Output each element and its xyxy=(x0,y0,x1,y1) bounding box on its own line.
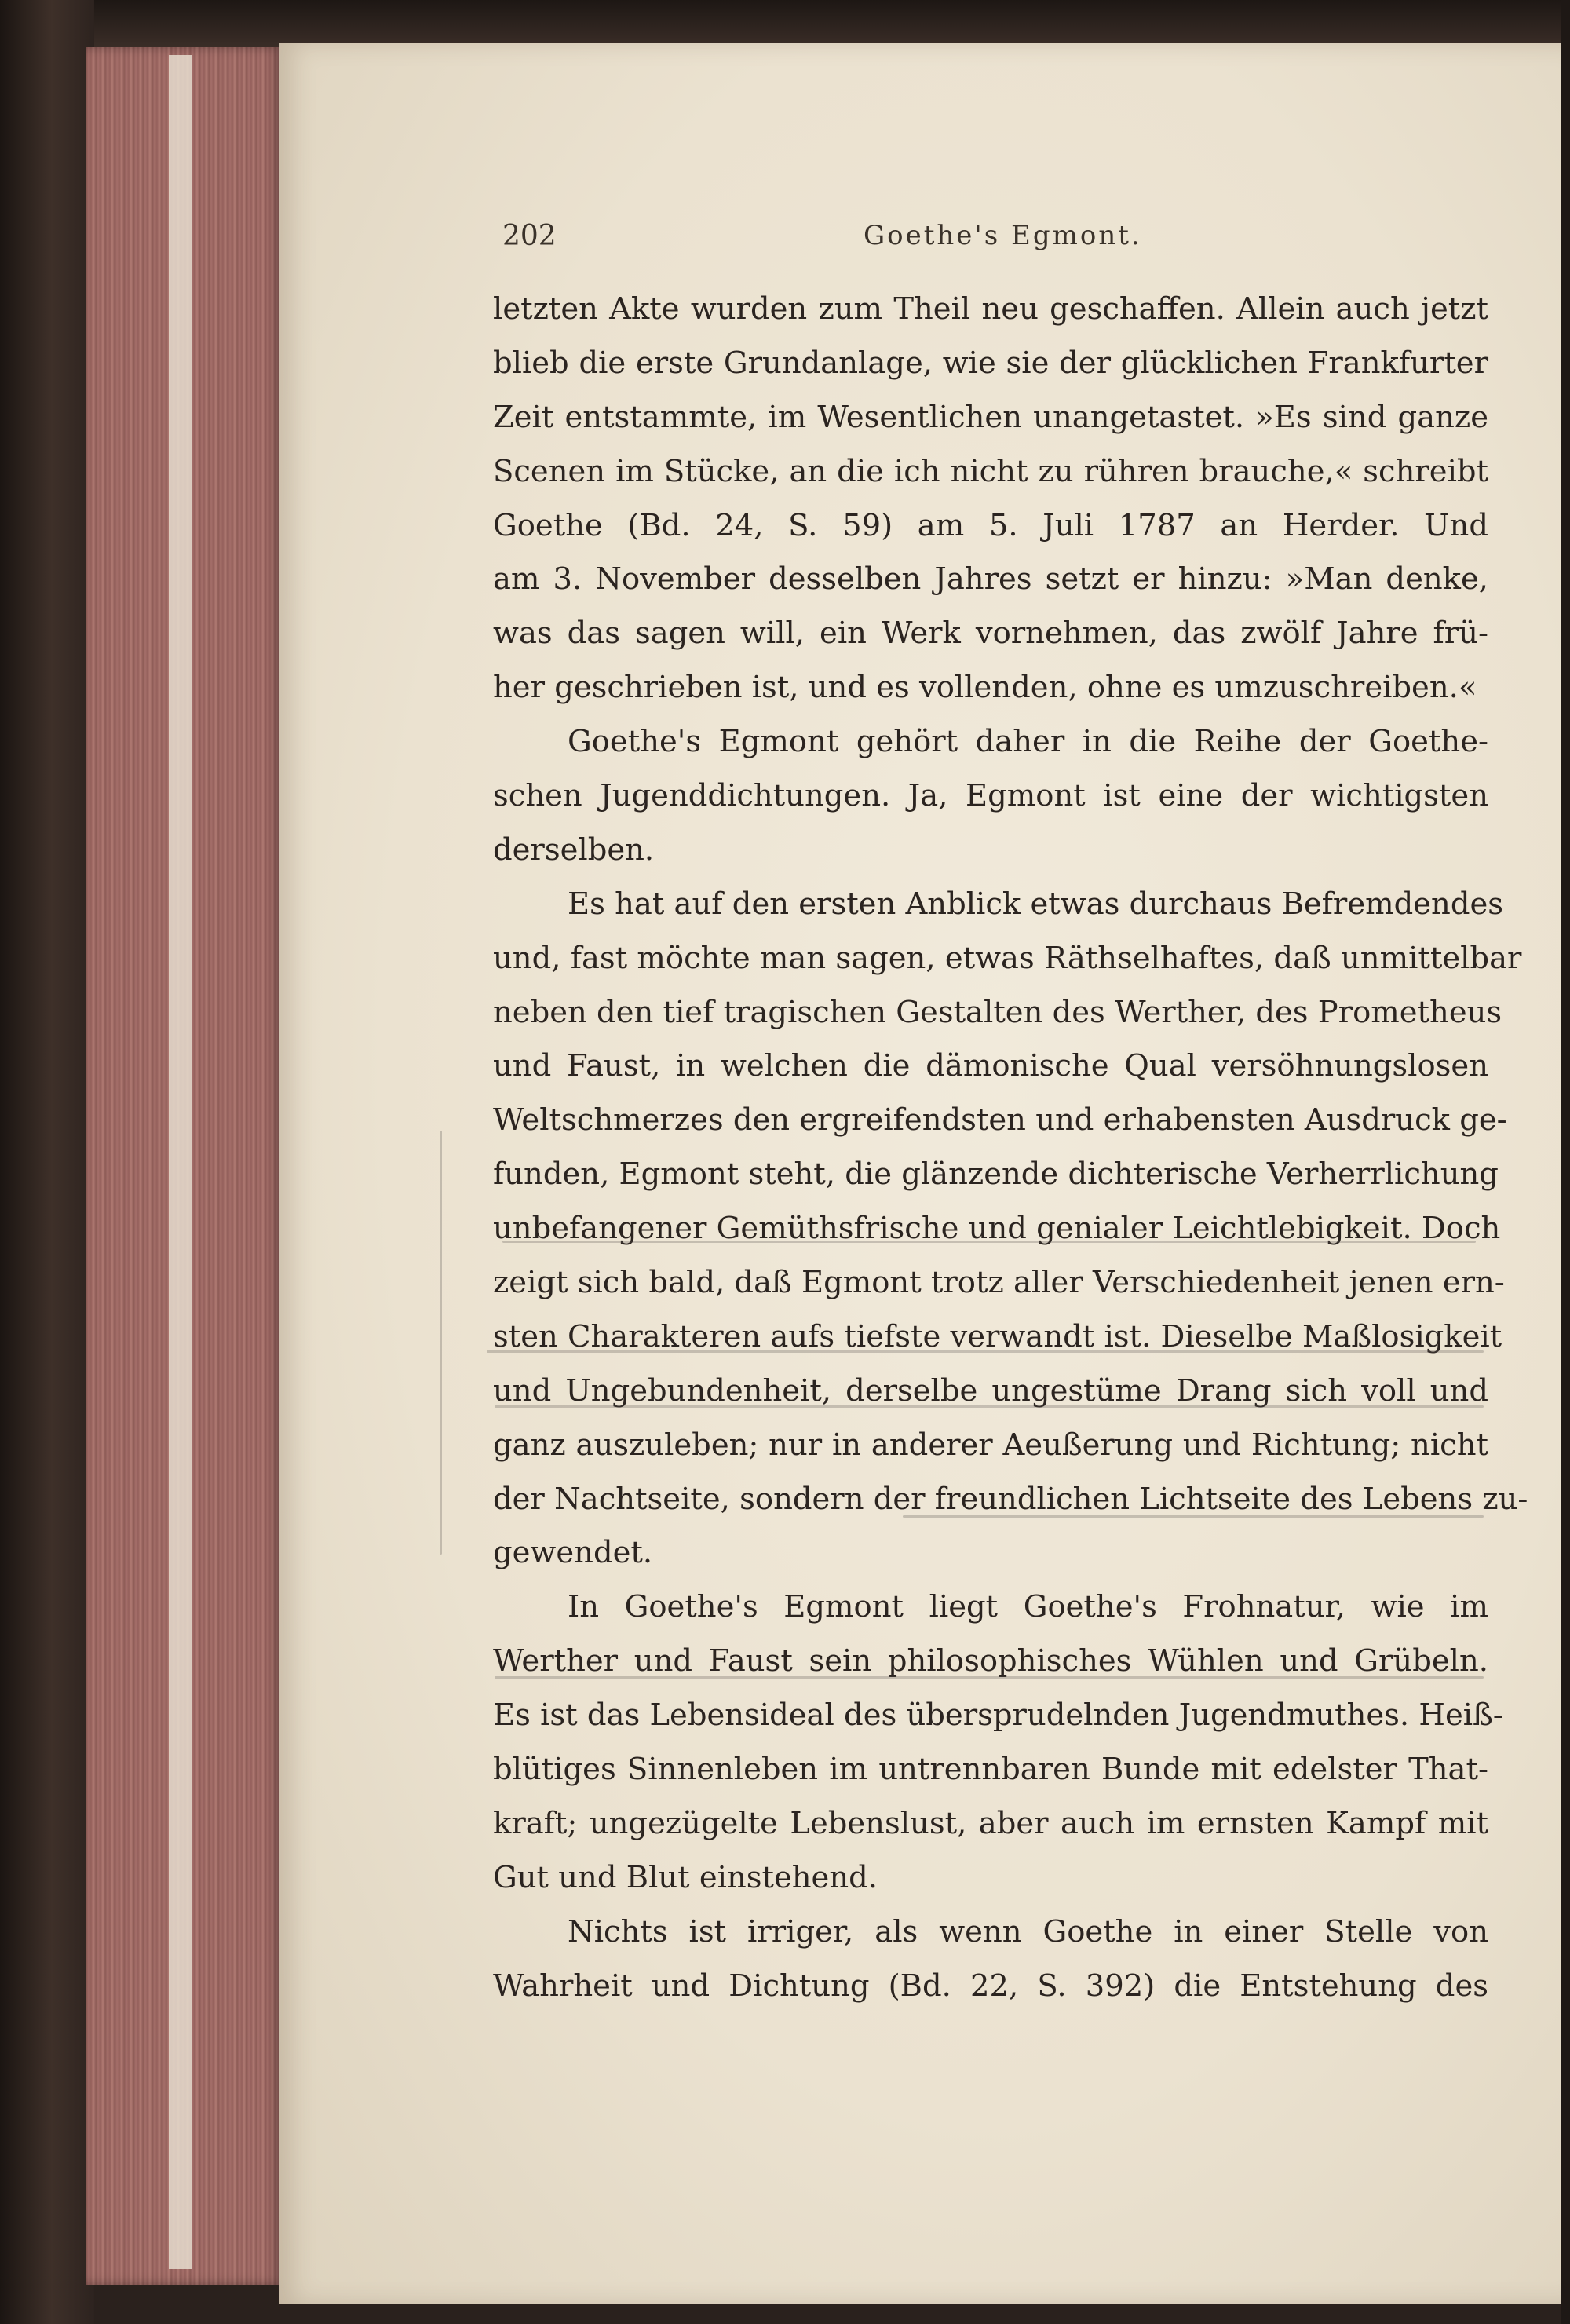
text-line: Goethe's Egmont gehört daher in die Reihe der Goethe- xyxy=(568,724,1488,760)
text-line: Wahrheit und Dichtung (Bd. 22, S. 392) die Entstehung des xyxy=(493,1968,1488,2004)
text-line: Nichts ist irriger, als wenn Goethe in einer Stelle von xyxy=(568,1913,1488,1949)
text-line: am 3. November desselben Jahres setzt er hinzu: »Man denke, xyxy=(493,561,1488,597)
text-line: Weltschmerzes den ergreifendsten und erhabensten Ausdruck ge- xyxy=(493,1102,1507,1138)
text-line: her geschrieben ist, und es vollenden, ohne es umzuschreiben.« xyxy=(493,670,1477,706)
text-line: blütiges Sinnenleben im untrennbaren Bunde mit edelster That- xyxy=(493,1752,1488,1788)
text-line: unbefangener Gemüthsfrische und genialer Leichtlebigkeit. Doch xyxy=(493,1211,1501,1247)
text-line: zeigt sich bald, daß Egmont trotz aller Verschiedenheit jenen ern- xyxy=(493,1265,1505,1301)
text-line: funden, Egmont steht, die glänzende dichterische Verherrlichung xyxy=(493,1157,1499,1193)
text-line: blieb die erste Grundanlage, wie sie der glücklichen Frankfurter xyxy=(493,345,1488,381)
book-top-edge xyxy=(0,0,1570,47)
text-line: gewendet. xyxy=(493,1535,653,1571)
pencil-margin-mark xyxy=(440,1131,442,1555)
text-line: Zeit entstammte, im Wesentlichen unangetastet. »Es sind ganze xyxy=(493,399,1488,435)
pencil-underline xyxy=(487,1350,1484,1353)
text-line: schen Jugenddichtungen. Ja, Egmont ist eine der wichtigsten xyxy=(493,778,1488,814)
text-line: Goethe (Bd. 24, S. 59) am 5. Juli 1787 an Herder. Und xyxy=(493,507,1488,543)
text-line: neben den tief tragischen Gestalten des Werther, des Prometheus xyxy=(493,994,1502,1030)
text-line: In Goethe's Egmont liegt Goethe's Frohnatur, wie im xyxy=(568,1589,1488,1625)
page-stack-highlight xyxy=(169,55,192,2269)
pencil-underline xyxy=(903,1515,1484,1518)
text-line: derselben. xyxy=(493,831,655,868)
pencil-underline xyxy=(495,1405,1484,1408)
text-line: letzten Akte wurden zum Theil neu geschaffen. Allein auch jetzt xyxy=(493,291,1488,327)
text-line: Es ist das Lebensideal des übersprudelnden Jugendmuthes. Heiß- xyxy=(493,1697,1503,1734)
pencil-underline xyxy=(502,1241,1476,1243)
pencil-underline xyxy=(495,1676,1484,1679)
body-text xyxy=(493,283,1528,2014)
text-line: ganz auszuleben; nur in anderer Aeußerung und Richtung; nicht xyxy=(493,1427,1488,1463)
text-line: und Faust, in welchen die dämonische Qual versöhnungslosen xyxy=(493,1048,1488,1084)
book-right-edge xyxy=(1561,0,1570,2324)
text-line: Es hat auf den ersten Anblick etwas durchaus Befremdendes xyxy=(568,886,1504,922)
text-line: und, fast möchte man sagen, etwas Räthselhaftes, daß unmittelbar xyxy=(493,940,1522,976)
page-number: 202 xyxy=(502,220,557,252)
text-line: und Ungebundenheit, derselbe ungestüme Drang sich voll und xyxy=(493,1372,1488,1409)
text-line: sten Charakteren aufs tiefste verwandt ist. Dieselbe Maßlosigkeit xyxy=(493,1318,1502,1354)
text-line: Gut und Blut einstehend. xyxy=(493,1859,878,1895)
running-title: Goethe's Egmont. xyxy=(864,220,1142,251)
text-line: was das sagen will, ein Werk vornehmen, das zwölf Jahre frü- xyxy=(493,616,1488,652)
book-cover-edge xyxy=(0,0,94,2324)
text-line: Werther und Faust sein philosophisches Wühlen und Grübeln. xyxy=(493,1643,1488,1679)
text-line: der Nachtseite, sondern der freundlichen Lichtseite des Lebens zu- xyxy=(493,1481,1528,1517)
text-line: Scenen im Stücke, an die ich nicht zu rühren brauche,« schreibt xyxy=(493,453,1488,489)
text-line: kraft; ungezügelte Lebenslust, aber auch im ernsten Kampf mit xyxy=(493,1805,1488,1841)
